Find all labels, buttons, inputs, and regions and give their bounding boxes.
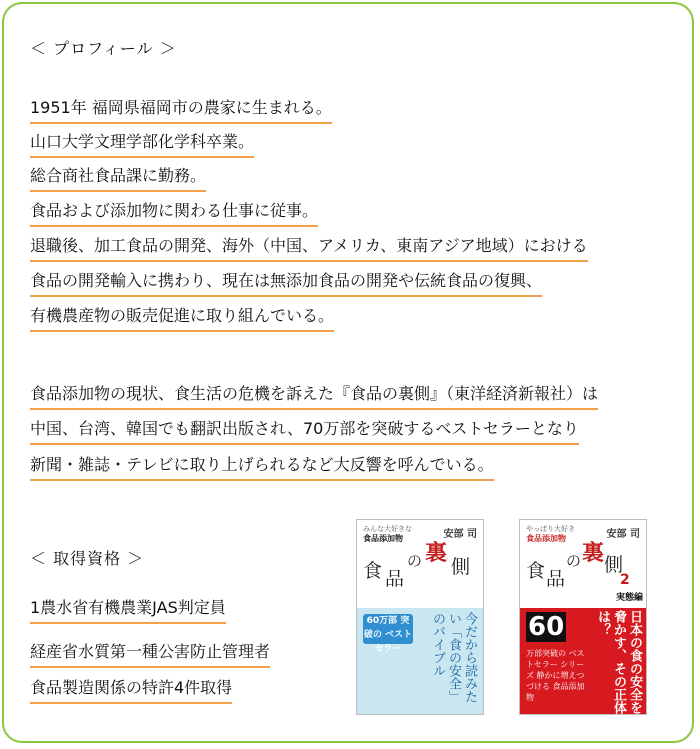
- book-title-char: 裏: [425, 540, 448, 566]
- profile-line: 食品添加物の現状、食生活の危機を訴えた『食品の裏側』（東洋経済新報社）は: [30, 384, 598, 410]
- book-kind: 食品添加物: [526, 534, 566, 543]
- profile-line: 退職後、加工食品の開発、海外（中国、アメリカ、東南アジア地域）における: [30, 236, 588, 262]
- book-tagline: 日本の食の安全を脅かす、その正体は？: [595, 610, 642, 714]
- book-author: 安部 司: [606, 529, 640, 540]
- book-kind: 食品添加物: [363, 534, 403, 543]
- book-volume: 2: [620, 572, 630, 588]
- book-title-char: の: [566, 552, 582, 570]
- profile-line: 食品の開発輸入に携わり、現在は無添加食品の開発や伝統食品の復興、: [30, 271, 542, 297]
- book-tagline: 今だから読みたい「食の安全」のバイブル: [430, 612, 477, 703]
- qualifications-heading: ＜ 取得資格 ＞: [30, 549, 145, 568]
- book-author: 安部 司: [443, 529, 477, 540]
- book-title-char: の: [407, 552, 423, 570]
- book-badge: 60: [528, 612, 565, 642]
- book-title-char: 側: [451, 556, 471, 578]
- book-title-char: 品: [385, 568, 405, 590]
- profile-heading: ＜ プロフィール ＞: [30, 39, 177, 58]
- qualification-item: 1農水省有機農業JAS判定員: [30, 598, 226, 624]
- book-badge: 60万部 突破の ベストセラー: [363, 616, 413, 654]
- book-title-char: 食: [526, 560, 546, 582]
- profile-line: 新聞・雑誌・テレビに取り上げられるなど大反響を呼んでいる。: [30, 455, 494, 481]
- profile-line: 食品および添加物に関わる仕事に従事。: [30, 201, 318, 227]
- profile-line: 有機農産物の販売促進に取り組んでいる。: [30, 306, 334, 332]
- profile-line: 山口大学文理学部化学科卒業。: [30, 132, 254, 158]
- book-title-char: 裏: [582, 540, 605, 566]
- qualification-item: 食品製造関係の特許4件取得: [30, 678, 232, 704]
- book-title-char: 品: [546, 568, 566, 590]
- book-badge-sub: 万部突破の ベストセラー シリーズ 静かに増えつづける 食品添加物: [526, 649, 585, 702]
- book-cover-1: [356, 519, 484, 715]
- profile-line: 中国、台湾、韓国でも翻訳出版され、70万部を突破するベストセラーとなり: [30, 419, 579, 445]
- book-title-char: 食: [363, 560, 383, 582]
- qualification-item: 経産省水質第一種公害防止管理者: [30, 642, 270, 668]
- book-cover-2: [519, 519, 647, 715]
- book-title-char: 側: [604, 554, 624, 576]
- book-edition: 実態編: [616, 593, 644, 603]
- book-series: みんな大好きな: [363, 525, 412, 533]
- book-series: やっぱり大好き: [526, 525, 575, 533]
- profile-line: 1951年 福岡県福岡市の農家に生まれる。: [30, 98, 332, 124]
- profile-line: 総合商社食品課に勤務。: [30, 166, 206, 192]
